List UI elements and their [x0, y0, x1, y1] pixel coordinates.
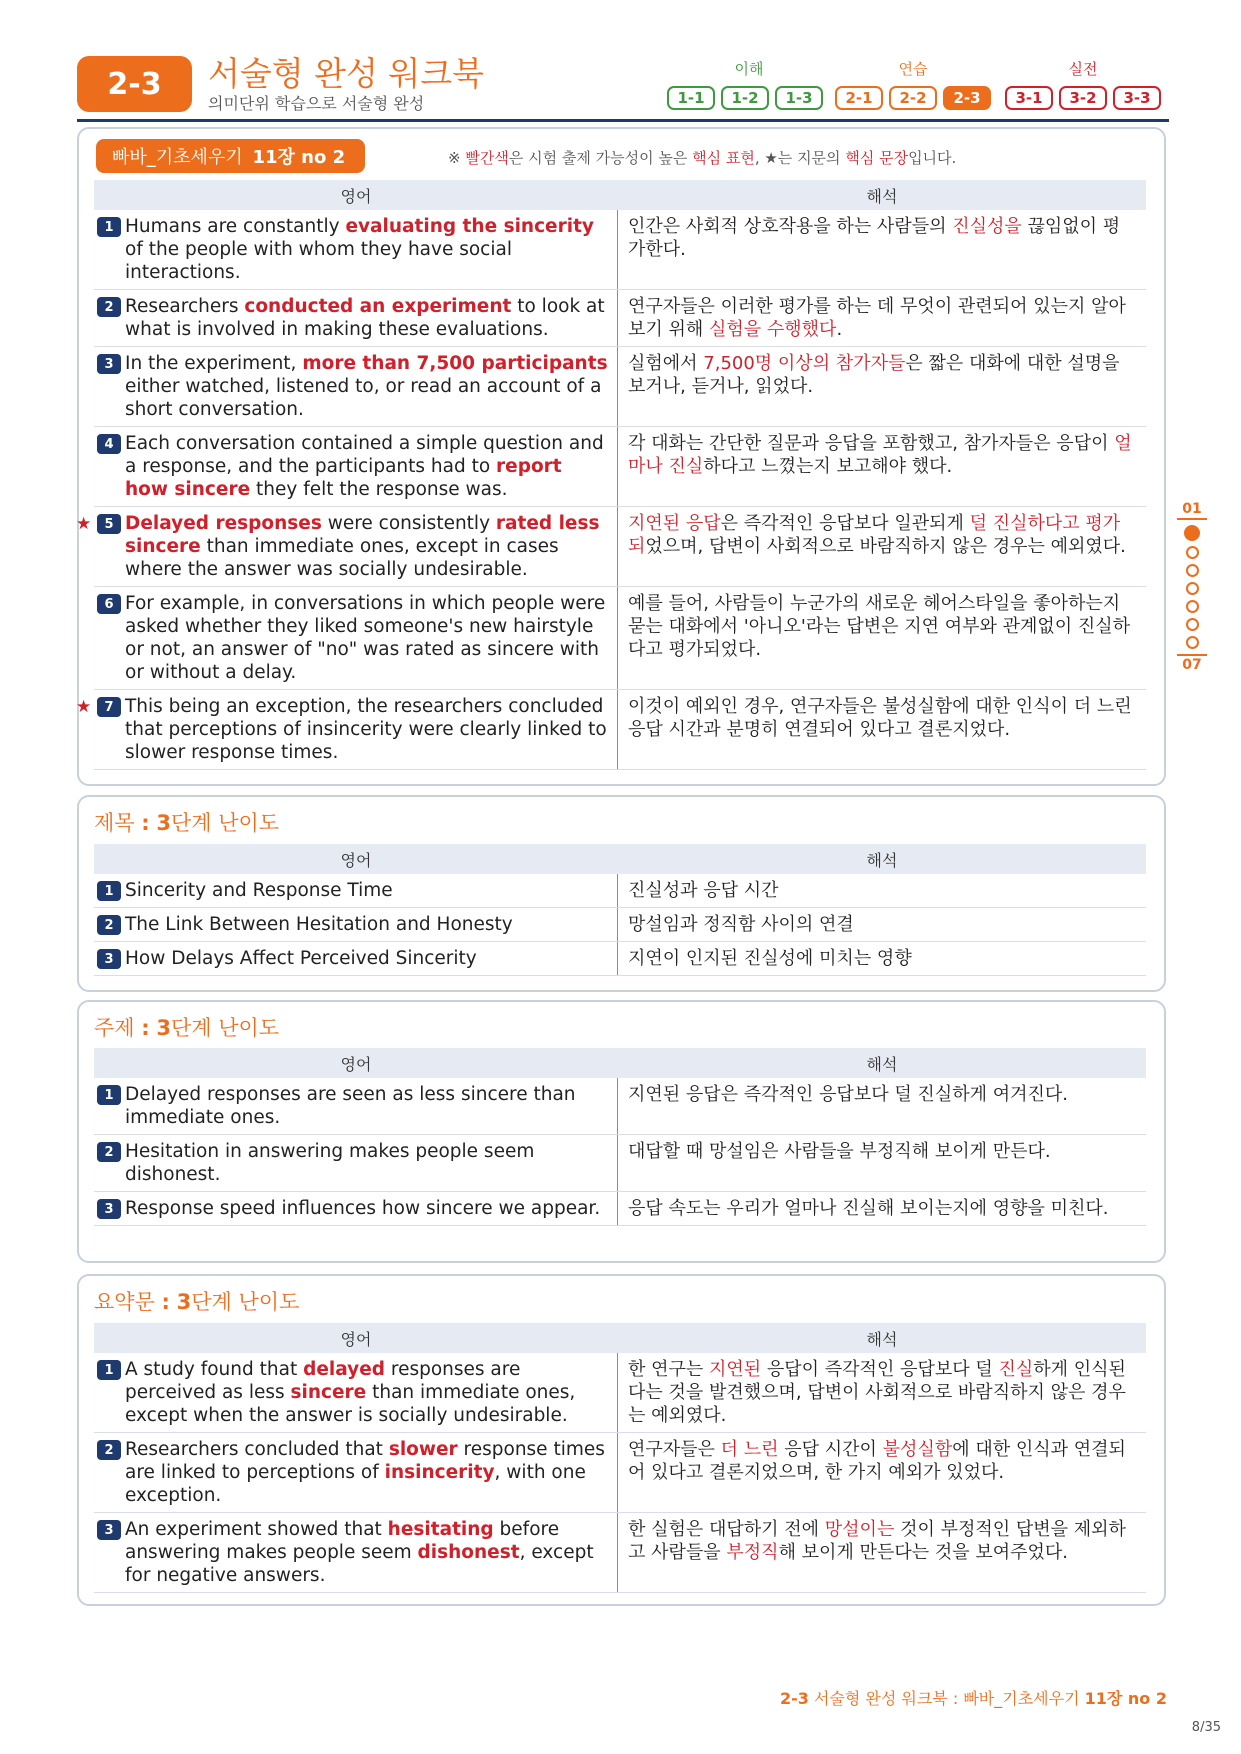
- english-text: [125, 512, 609, 581]
- col-header-english: 영어: [340, 186, 372, 206]
- section-colon: :: [161, 1290, 170, 1314]
- section-level-text: 단계 난이도: [170, 1016, 280, 1040]
- text-segment: 연구자들은 이러한 평가를 하는 데 무엇이 관련되어 있는지 알아보기 위해: [628, 296, 1126, 340]
- text-segment: response times are linked to perceptions of: [125, 1439, 605, 1483]
- key-expression: 지연된: [709, 1359, 762, 1380]
- english-cell: [94, 427, 618, 506]
- korean-cell: [618, 1513, 1146, 1592]
- korean-cell: [618, 507, 1146, 586]
- text-segment: of the people with whom they have social interactions.: [125, 239, 512, 283]
- legend-note: [448, 147, 956, 168]
- key-expression: 7,500명 이상의 참가자들: [703, 353, 906, 374]
- key-expression: 망설이는: [824, 1519, 895, 1540]
- english-cell: [94, 1513, 618, 1592]
- english-cell: [94, 908, 618, 941]
- group-label-practice: 연습: [898, 60, 928, 78]
- sentence-number-badge: 3: [97, 1520, 121, 1540]
- title-rows: [94, 874, 1146, 976]
- section-label: 주제: [94, 1016, 135, 1040]
- english-cell: [94, 1433, 618, 1512]
- footer-chapter: 11장 no 2: [1084, 1689, 1167, 1708]
- note-mark: ※: [448, 149, 461, 167]
- text-segment: 각 대화는 간단한 질문과 응답을 포함했고, 참가자들은 응답이: [628, 433, 1115, 454]
- text-segment: 은 즉각적인 응답보다 일관되게: [720, 513, 970, 534]
- table-row: [94, 210, 1146, 290]
- progress-dot: [1186, 636, 1199, 649]
- col-header-korean: 해석: [866, 1054, 898, 1074]
- english-cell: [94, 210, 618, 289]
- level-tab-1-3[interactable]: 1-3: [775, 86, 823, 110]
- note-text-2: , ★는 지문의: [754, 149, 841, 167]
- note-text-3: 입니다.: [908, 149, 957, 167]
- passage-card: [77, 127, 1166, 786]
- sentence-number-badge: 4: [97, 434, 121, 454]
- english-text: [125, 215, 609, 284]
- sentence-number-badge: 2: [97, 297, 121, 317]
- key-expression: delayed: [303, 1359, 385, 1380]
- side-nav-dots: [1177, 525, 1207, 649]
- text-segment: In the experiment,: [125, 353, 303, 374]
- english-cell: [76, 690, 618, 769]
- key-expression: evaluating the sincerity: [345, 216, 594, 237]
- sentence-number-badge: 1: [97, 1360, 121, 1380]
- korean-cell: [618, 587, 1146, 689]
- korean-cell: 지연이 인지된 진실성에 미치는 영향: [628, 948, 912, 969]
- text-segment: 한 실험은 대답하기 전에: [628, 1519, 825, 1540]
- text-segment: 끊임없이 평가한다.: [628, 216, 1121, 260]
- key-expression: 덜 진실하다고 평가되: [628, 513, 1121, 557]
- text-segment: For example, in conversations in which people were asked whether they liked someone's new hairstyle or not, an answer of "no" was rated as sincere with or without a delay.: [125, 593, 606, 683]
- key-expression: 진실: [998, 1359, 1034, 1380]
- key-expression: dishonest: [417, 1542, 520, 1563]
- english-text: Response speed influences how sincere we appear.: [125, 1198, 601, 1219]
- progress-dot: [1186, 564, 1199, 577]
- english-text: [125, 592, 609, 684]
- sentence-number-badge: 7: [97, 697, 121, 717]
- english-cell: [94, 587, 618, 689]
- sentence-number-badge: 6: [97, 594, 121, 614]
- sentence-number-badge: 3: [97, 949, 121, 969]
- text-segment: 이것이 예외인 경우, 연구자들은 불성실함에 대한 인식이 더 느린 응답 시간과 분명히 연결되어 있다고 결론지었다.: [628, 696, 1132, 740]
- progress-dot: [1186, 582, 1199, 595]
- page-number: 8/35: [1191, 1720, 1221, 1735]
- text-segment: , except for negative answers.: [125, 1542, 594, 1586]
- sentence-number-badge: 1: [97, 1085, 121, 1105]
- text-segment: 었으며, 답변이 사회적으로 바람직하지 않은 경우는 예외였다.: [645, 536, 1126, 557]
- korean-cell: [618, 690, 1146, 769]
- english-text: Hesitation in answering makes people seem dishonest.: [125, 1141, 535, 1185]
- table-row: [94, 427, 1146, 507]
- text-segment: than immediate ones, except in cases where the answer was socially undesirable.: [125, 536, 559, 580]
- col-header-korean: 해석: [866, 186, 898, 206]
- passage-tag: [96, 139, 365, 173]
- text-segment: , with one exception.: [125, 1462, 586, 1506]
- side-nav-start: 01: [1177, 500, 1207, 520]
- level-tab-1-1[interactable]: 1-1: [667, 86, 715, 110]
- progress-dot: [1186, 600, 1199, 613]
- english-cell: [94, 1078, 618, 1134]
- table-row: [94, 347, 1146, 427]
- col-header-korean: 해석: [866, 850, 898, 870]
- korean-cell: [618, 347, 1146, 426]
- key-expression: 불성실함: [882, 1439, 953, 1460]
- korean-cell: [618, 1433, 1146, 1512]
- english-cell: [94, 874, 618, 907]
- text-segment: Researchers concluded that: [125, 1439, 389, 1460]
- section-level-number: 3: [176, 1290, 192, 1314]
- text-segment: responses are perceived as less: [125, 1359, 521, 1403]
- unit-badge: 2-3: [77, 56, 192, 112]
- side-progress-nav: [1177, 500, 1207, 674]
- text-segment: either watched, listened to, or read an account of a short conversation.: [125, 376, 602, 420]
- group-label-real: 실전: [1068, 60, 1098, 78]
- english-text: [125, 295, 609, 341]
- key-expression: slower: [388, 1439, 458, 1460]
- footer-text: 서술형 완성 워크북 : 빠바_기초세우기: [808, 1689, 1085, 1708]
- text-segment: This being an exception, the researchers concluded that perceptions of insincerity were clearly linked to slower response times.: [125, 696, 607, 763]
- table-row: [94, 942, 1146, 976]
- text-segment: 해 보이게 만든다는 것을 보여주었다.: [778, 1542, 1068, 1563]
- table-row: [94, 1433, 1146, 1513]
- side-nav-end: 07: [1177, 654, 1207, 674]
- text-segment: they felt the response was.: [250, 479, 508, 500]
- sentence-number-badge: 2: [97, 1142, 121, 1162]
- english-text: How Delays Affect Perceived Sincerity: [125, 948, 477, 969]
- note-key-expression: 핵심 표현: [692, 149, 755, 167]
- table-header: [94, 180, 1146, 210]
- table-row: [76, 690, 1146, 770]
- topic-table: [94, 1048, 1146, 1226]
- english-cell: [94, 1353, 618, 1432]
- note-key-sentence: 핵심 문장: [845, 149, 909, 167]
- text-segment: A study found that: [125, 1359, 304, 1380]
- korean-cell: [618, 210, 1146, 289]
- text-segment: to look at what is involved in making these evaluations.: [125, 296, 605, 340]
- title-card: [77, 795, 1166, 992]
- text-segment: An experiment showed that: [125, 1519, 388, 1540]
- section-level-number: 3: [156, 1016, 171, 1040]
- sentence-number-badge: 3: [97, 1199, 121, 1219]
- section-label: 요약문: [94, 1290, 155, 1314]
- table-row: [94, 290, 1146, 347]
- text-segment: Researchers: [125, 296, 245, 317]
- table-header: [94, 844, 1146, 874]
- text-segment: 하다고 느꼈는지 보고해야 했다.: [703, 456, 953, 477]
- sentence-number-badge: 2: [97, 915, 121, 935]
- level-tab-2-3[interactable]: 2-3: [943, 86, 991, 110]
- group-label-understand: 이해: [734, 60, 764, 78]
- passage-table: [76, 180, 1146, 770]
- page-title: 서술형 완성 워크북: [208, 54, 485, 93]
- english-text: Sincerity and Response Time: [125, 880, 393, 901]
- text-segment: 한 연구는: [628, 1359, 709, 1380]
- summary-card: [77, 1274, 1166, 1606]
- english-text: [125, 1358, 609, 1427]
- table-row: [94, 1078, 1146, 1135]
- text-segment: 응답이 즉각적인 응답보다 덜: [761, 1359, 999, 1380]
- key-expression: 실험을 수행했다: [709, 319, 837, 340]
- level-tab-2-2[interactable]: 2-2: [889, 86, 937, 110]
- english-cell: [94, 1135, 618, 1191]
- sentence-number-badge: 1: [97, 881, 121, 901]
- text-segment: 예를 들어, 사람들이 누군가의 새로운 헤어스타일을 좋아하는지 묻는 대화에서 '아니오'라는 답변은 지연 여부와 관계없이 진실하다고 평가되었다.: [628, 593, 1131, 660]
- table-row: [94, 1353, 1146, 1433]
- korean-cell: [618, 290, 1146, 346]
- table-row: [76, 507, 1146, 587]
- table-row: [94, 1192, 1146, 1226]
- section-level-text: 단계 난이도: [191, 1290, 300, 1314]
- korean-cell: [618, 427, 1146, 506]
- english-cell: [94, 942, 618, 975]
- level-tab-3-3[interactable]: 3-3: [1113, 86, 1161, 110]
- col-header-english: 영어: [340, 1329, 372, 1349]
- english-text: [125, 432, 609, 501]
- text-segment: 하게 인식된다는 것을 발견했으며, 답변이 사회적으로 바람직하지 않은 경우는 예외였다.: [628, 1359, 1126, 1426]
- key-sentence-star-icon: ★: [76, 514, 92, 534]
- progress-dot: [1184, 525, 1200, 541]
- korean-cell: 대답할 때 망설임은 사람들을 부정직해 보이게 만든다.: [628, 1141, 1051, 1162]
- col-header-korean: 해석: [866, 1329, 898, 1349]
- footer-unit: 2-3: [779, 1689, 809, 1708]
- summary-table: [94, 1323, 1146, 1593]
- table-row: [94, 1135, 1146, 1192]
- english-cell: [94, 1192, 618, 1225]
- key-expression: insincerity: [384, 1462, 495, 1483]
- page-subtitle: 의미단위 학습으로 서술형 완성: [208, 94, 425, 113]
- text-segment: 인간은 사회적 상호작용을 하는 사람들의: [628, 216, 953, 237]
- table-header: [94, 1323, 1146, 1353]
- header-divider: [77, 119, 1169, 122]
- col-header-english: 영어: [340, 1054, 372, 1074]
- key-sentence-star-icon: ★: [76, 697, 92, 717]
- key-expression: report how sincere: [125, 456, 562, 500]
- level-tab-3-1[interactable]: 3-1: [1005, 86, 1053, 110]
- topic-card: [77, 1000, 1166, 1263]
- text-segment: were consistently: [321, 513, 496, 534]
- progress-dot: [1186, 618, 1199, 631]
- english-text: [125, 1438, 609, 1507]
- english-text: [125, 695, 609, 764]
- note-text: 은 시험 출제 가능성이 높은: [508, 149, 688, 167]
- title-table: [94, 844, 1146, 976]
- korean-cell: 지연된 응답은 즉각적인 응답보다 덜 진실하게 여겨진다.: [628, 1084, 1068, 1105]
- level-tab-3-2[interactable]: 3-2: [1059, 86, 1107, 110]
- section-title-topic: [94, 1012, 279, 1042]
- table-row: [94, 874, 1146, 908]
- text-segment: Each conversation contained a simple question and a response, and the participants had to: [125, 433, 604, 477]
- korean-cell: 응답 속도는 우리가 얼마나 진실해 보이는지에 영향을 미친다.: [628, 1198, 1109, 1219]
- passage-tag-book: 빠바_기초세우기: [112, 147, 243, 168]
- text-segment: 응답 시간이: [778, 1439, 883, 1460]
- text-segment: than immediate ones, except when the answer is socially undesirable.: [125, 1382, 576, 1426]
- key-expression: 더 느린: [720, 1439, 779, 1460]
- section-title-title: [94, 807, 279, 837]
- key-expression: 진실성을: [952, 216, 1022, 237]
- key-expression: 얼마나 진실: [628, 433, 1132, 477]
- passage-tag-chapter: 11장 no 2: [252, 147, 346, 168]
- english-cell: [94, 347, 618, 426]
- level-tab-2-1[interactable]: 2-1: [835, 86, 883, 110]
- sentence-number-badge: 3: [97, 354, 121, 374]
- english-cell: [76, 507, 618, 586]
- sentence-number-badge: 1: [97, 217, 121, 237]
- english-text: Delayed responses are seen as less sincere than immediate ones.: [125, 1084, 576, 1128]
- key-expression: rated less sincere: [125, 513, 600, 557]
- table-row: [94, 1513, 1146, 1593]
- key-expression: conducted an experiment: [244, 296, 512, 317]
- english-text: The Link Between Hesitation and Honesty: [125, 914, 513, 935]
- text-segment: .: [836, 319, 843, 340]
- section-title-summary: [94, 1286, 299, 1316]
- english-text: [125, 1518, 609, 1587]
- section-label: 제목: [94, 811, 135, 835]
- section-level-text: 단계 난이도: [170, 811, 280, 835]
- section-colon: :: [141, 1016, 150, 1040]
- section-colon: :: [141, 811, 150, 835]
- english-cell: [94, 290, 618, 346]
- text-segment: 실험에서: [628, 353, 704, 374]
- footer-label: [780, 1686, 1167, 1709]
- passage-rows: [76, 210, 1146, 770]
- key-expression: 지연된 응답: [628, 513, 721, 534]
- korean-cell: 진실성과 응답 시간: [628, 880, 779, 901]
- key-expression: sincere: [290, 1382, 367, 1403]
- key-expression: Delayed responses: [125, 513, 322, 534]
- key-expression: hesitating: [387, 1519, 494, 1540]
- text-segment: 연구자들은: [628, 1439, 721, 1460]
- text-segment: 에 대한 인식과 연결되어 있다고 결론지었으며, 한 가지 예외가 있었다.: [628, 1439, 1126, 1483]
- key-expression: more than 7,500 participants: [302, 353, 608, 374]
- table-header: [94, 1048, 1146, 1078]
- summary-rows: [94, 1353, 1146, 1593]
- col-header-english: 영어: [340, 850, 372, 870]
- text-segment: 것이 부정적인 답변을 제외하고 사람들을: [628, 1519, 1126, 1563]
- text-segment: before answering makes people seem: [125, 1519, 560, 1563]
- progress-dot: [1186, 546, 1199, 559]
- korean-cell: [618, 1353, 1146, 1432]
- sentence-number-badge: 5: [97, 514, 121, 534]
- table-row: [94, 908, 1146, 942]
- english-text: [125, 352, 609, 421]
- topic-rows: [94, 1078, 1146, 1226]
- section-level-number: 3: [156, 811, 171, 835]
- key-expression: 부정직: [726, 1542, 779, 1563]
- text-segment: Humans are constantly: [125, 216, 346, 237]
- table-row: [94, 587, 1146, 690]
- sentence-number-badge: 2: [97, 1440, 121, 1460]
- text-segment: 은 짧은 대화에 대한 설명을 보거나, 듣거나, 읽었다.: [628, 353, 1120, 397]
- note-red-word: 빨간색: [465, 149, 509, 167]
- korean-cell: 망설임과 정직함 사이의 연결: [628, 914, 854, 935]
- level-tab-1-2[interactable]: 1-2: [721, 86, 769, 110]
